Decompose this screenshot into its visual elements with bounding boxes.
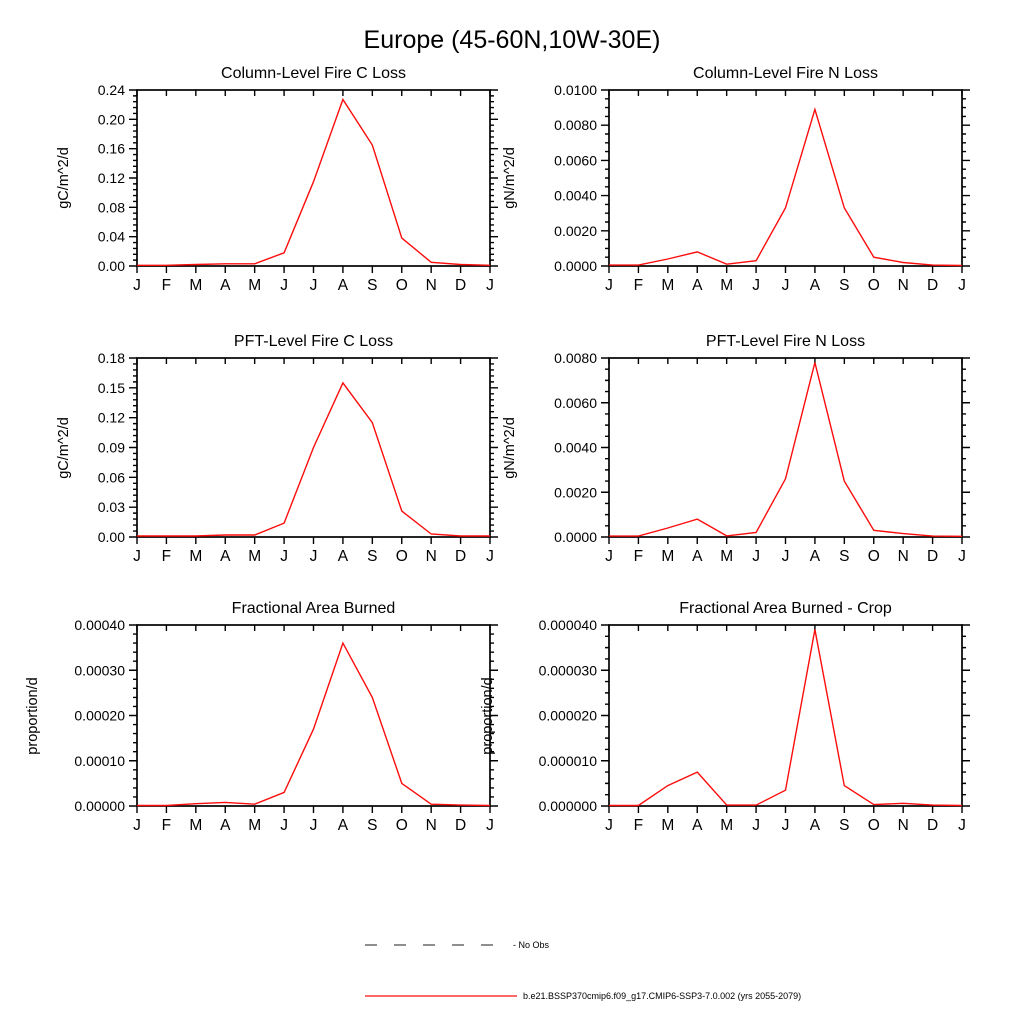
x-tick-label: J	[133, 817, 141, 834]
y-axis-label: proportion/d	[480, 676, 496, 755]
no-obs-label: - No Obs	[513, 940, 550, 950]
x-tick-label: S	[839, 277, 850, 294]
y-axis-label: gN/m^2/d	[502, 416, 518, 479]
y-tick-label: 0.20	[97, 111, 125, 128]
x-tick-label: A	[220, 277, 231, 294]
x-tick-label: D	[454, 817, 467, 834]
x-tick-label: A	[337, 277, 349, 294]
y-axis-label: gC/m^2/d	[56, 416, 72, 479]
plot-box	[137, 90, 490, 266]
x-tick-label: J	[133, 548, 141, 565]
axis-ticks	[601, 90, 970, 273]
y-tick-label: 0.0000	[554, 529, 597, 545]
x-tick-label: F	[633, 277, 644, 294]
y-axis-label: gC/m^2/d	[56, 147, 72, 209]
x-tick-label: A	[809, 548, 821, 565]
series-label: b.e21.BSSP370cmip6.f09_g17.CMIP6-SSP3-7.0.002 (yrs 2055-2079)	[523, 991, 802, 1001]
chart-title: Fractional Area Burned - Crop	[679, 600, 892, 617]
x-tick-label: F	[633, 548, 644, 565]
x-tick-label: A	[337, 548, 349, 565]
chart-title: PFT-Level Fire N Loss	[705, 333, 866, 350]
y-tick-label: 0.000030	[538, 662, 597, 679]
axis-ticks	[129, 90, 498, 273]
x-tick-label: M	[248, 548, 262, 565]
x-tick-label: J	[752, 817, 760, 834]
axis-ticks	[601, 358, 970, 544]
chart-title: PFT-Level Fire C Loss	[233, 333, 394, 350]
x-tick-label: J	[752, 548, 760, 565]
x-tick-label: J	[958, 277, 966, 294]
y-axis-label: proportion/d	[25, 676, 41, 755]
y-tick-label: 0.0080	[554, 350, 597, 366]
x-tick-label: J	[486, 277, 494, 294]
y-tick-label: 0.000010	[538, 752, 597, 769]
y-tick-label: 0.0000	[554, 258, 597, 274]
x-tick-label: S	[367, 817, 378, 834]
x-tick-label: O	[867, 817, 880, 834]
x-tick-label: N	[897, 817, 909, 834]
x-tick-label: M	[720, 277, 734, 294]
y-tick-label: 0.00010	[74, 752, 125, 769]
plot-box	[609, 358, 962, 537]
x-tick-label: J	[605, 817, 613, 834]
x-tick-label: M	[661, 817, 675, 834]
y-tick-label: 0.09	[97, 439, 125, 456]
series-line	[137, 100, 490, 266]
x-tick-label: D	[926, 277, 939, 294]
x-tick-label: J	[309, 817, 318, 834]
x-tick-label: J	[486, 548, 494, 565]
y-tick-label: 0.0060	[554, 394, 597, 411]
y-axis-label: gN/m^2/d	[502, 147, 518, 209]
axis-ticks	[601, 625, 970, 813]
x-tick-label: M	[248, 817, 262, 834]
y-tick-label: 0.00	[97, 258, 125, 274]
x-tick-label: M	[189, 277, 203, 294]
x-tick-label: N	[425, 817, 437, 834]
y-tick-label: 0.00	[97, 529, 125, 545]
x-tick-label: J	[309, 277, 318, 294]
y-tick-label: 0.000000	[538, 798, 597, 814]
x-tick-label: A	[220, 817, 231, 834]
x-tick-label: A	[692, 277, 703, 294]
y-tick-label: 0.15	[97, 379, 125, 396]
x-tick-label: D	[454, 548, 467, 565]
x-tick-label: M	[720, 817, 734, 834]
x-tick-label: S	[839, 548, 850, 565]
x-tick-label: J	[486, 817, 494, 834]
axis-ticks	[129, 358, 498, 544]
y-tick-label: 0.0100	[554, 82, 597, 98]
chart-title: Column-Level Fire C Loss	[221, 65, 406, 82]
x-tick-label: J	[752, 277, 760, 294]
y-tick-label: 0.000020	[538, 707, 597, 724]
x-tick-label: J	[781, 817, 790, 834]
y-tick-label: 0.0040	[554, 187, 597, 204]
x-tick-label: M	[189, 548, 203, 565]
x-tick-label: A	[692, 817, 703, 834]
plot-box	[609, 625, 962, 806]
x-tick-label: A	[337, 817, 349, 834]
x-tick-label: J	[309, 548, 318, 565]
plot-box	[137, 625, 490, 806]
y-tick-label: 0.00020	[74, 707, 125, 724]
x-tick-label: S	[839, 817, 850, 834]
y-tick-label: 0.08	[97, 199, 125, 216]
x-tick-label: N	[897, 548, 909, 565]
x-tick-label: O	[867, 277, 880, 294]
x-tick-label: O	[867, 548, 880, 565]
y-tick-label: 0.04	[97, 228, 125, 245]
x-tick-label: J	[958, 548, 966, 565]
x-tick-label: J	[280, 548, 288, 565]
x-tick-label: F	[161, 548, 172, 565]
x-tick-label: J	[605, 548, 613, 565]
x-tick-label: M	[661, 548, 675, 565]
x-tick-label: A	[692, 548, 703, 565]
chart-title: Fractional Area Burned	[231, 600, 396, 617]
x-tick-label: S	[367, 548, 378, 565]
x-tick-label: M	[189, 817, 203, 834]
y-tick-label: 0.0040	[554, 439, 597, 456]
x-tick-label: N	[425, 277, 437, 294]
chart-title: Column-Level Fire N Loss	[693, 65, 878, 82]
x-tick-label: A	[809, 817, 821, 834]
x-tick-label: D	[454, 277, 467, 294]
x-tick-label: J	[605, 277, 613, 294]
y-tick-label: 0.0020	[554, 484, 597, 501]
y-tick-label: 0.12	[97, 170, 125, 186]
x-tick-label: J	[958, 817, 966, 834]
no-obs-line-sample	[365, 941, 515, 949]
x-tick-label: N	[425, 548, 437, 565]
y-tick-label: 0.00040	[74, 617, 125, 633]
x-tick-label: J	[280, 277, 288, 294]
x-tick-label: J	[280, 817, 288, 834]
x-tick-label: F	[161, 817, 172, 834]
x-tick-label: D	[926, 548, 939, 565]
x-tick-label: A	[809, 277, 821, 294]
y-tick-label: 0.0080	[554, 117, 597, 134]
x-tick-label: S	[367, 277, 378, 294]
series-line-sample	[365, 992, 519, 1000]
x-tick-label: D	[926, 817, 939, 834]
y-tick-label: 0.06	[97, 469, 125, 486]
series-line	[609, 109, 962, 265]
y-tick-label: 0.18	[97, 350, 125, 366]
x-tick-label: M	[248, 277, 262, 294]
y-tick-label: 0.0060	[554, 152, 597, 169]
x-tick-label: J	[133, 277, 141, 294]
plot-box	[609, 90, 962, 266]
figure-title: Europe (45-60N,10W-30E)	[363, 26, 661, 54]
x-tick-label: O	[395, 817, 408, 834]
x-tick-label: A	[220, 548, 231, 565]
y-tick-label: 0.12	[97, 409, 125, 426]
series-line	[137, 383, 490, 536]
x-tick-label: J	[781, 548, 790, 565]
x-tick-label: J	[781, 277, 790, 294]
series-line	[609, 630, 962, 806]
y-tick-label: 0.16	[97, 140, 125, 157]
y-tick-label: 0.000040	[538, 617, 597, 633]
x-tick-label: M	[661, 277, 675, 294]
y-tick-label: 0.03	[97, 499, 125, 516]
x-tick-label: O	[395, 548, 408, 565]
y-tick-label: 0.24	[97, 82, 125, 98]
series-line	[609, 363, 962, 537]
y-tick-label: 0.00000	[74, 798, 125, 814]
x-tick-label: F	[161, 277, 172, 294]
x-tick-label: O	[395, 277, 408, 294]
x-tick-label: N	[897, 277, 909, 294]
plot-box	[137, 358, 490, 537]
y-tick-label: 0.0020	[554, 222, 597, 239]
axis-ticks	[129, 625, 498, 813]
y-tick-label: 0.00030	[74, 662, 125, 679]
x-tick-label: F	[633, 817, 644, 834]
series-line	[137, 643, 490, 805]
x-tick-label: M	[720, 548, 734, 565]
